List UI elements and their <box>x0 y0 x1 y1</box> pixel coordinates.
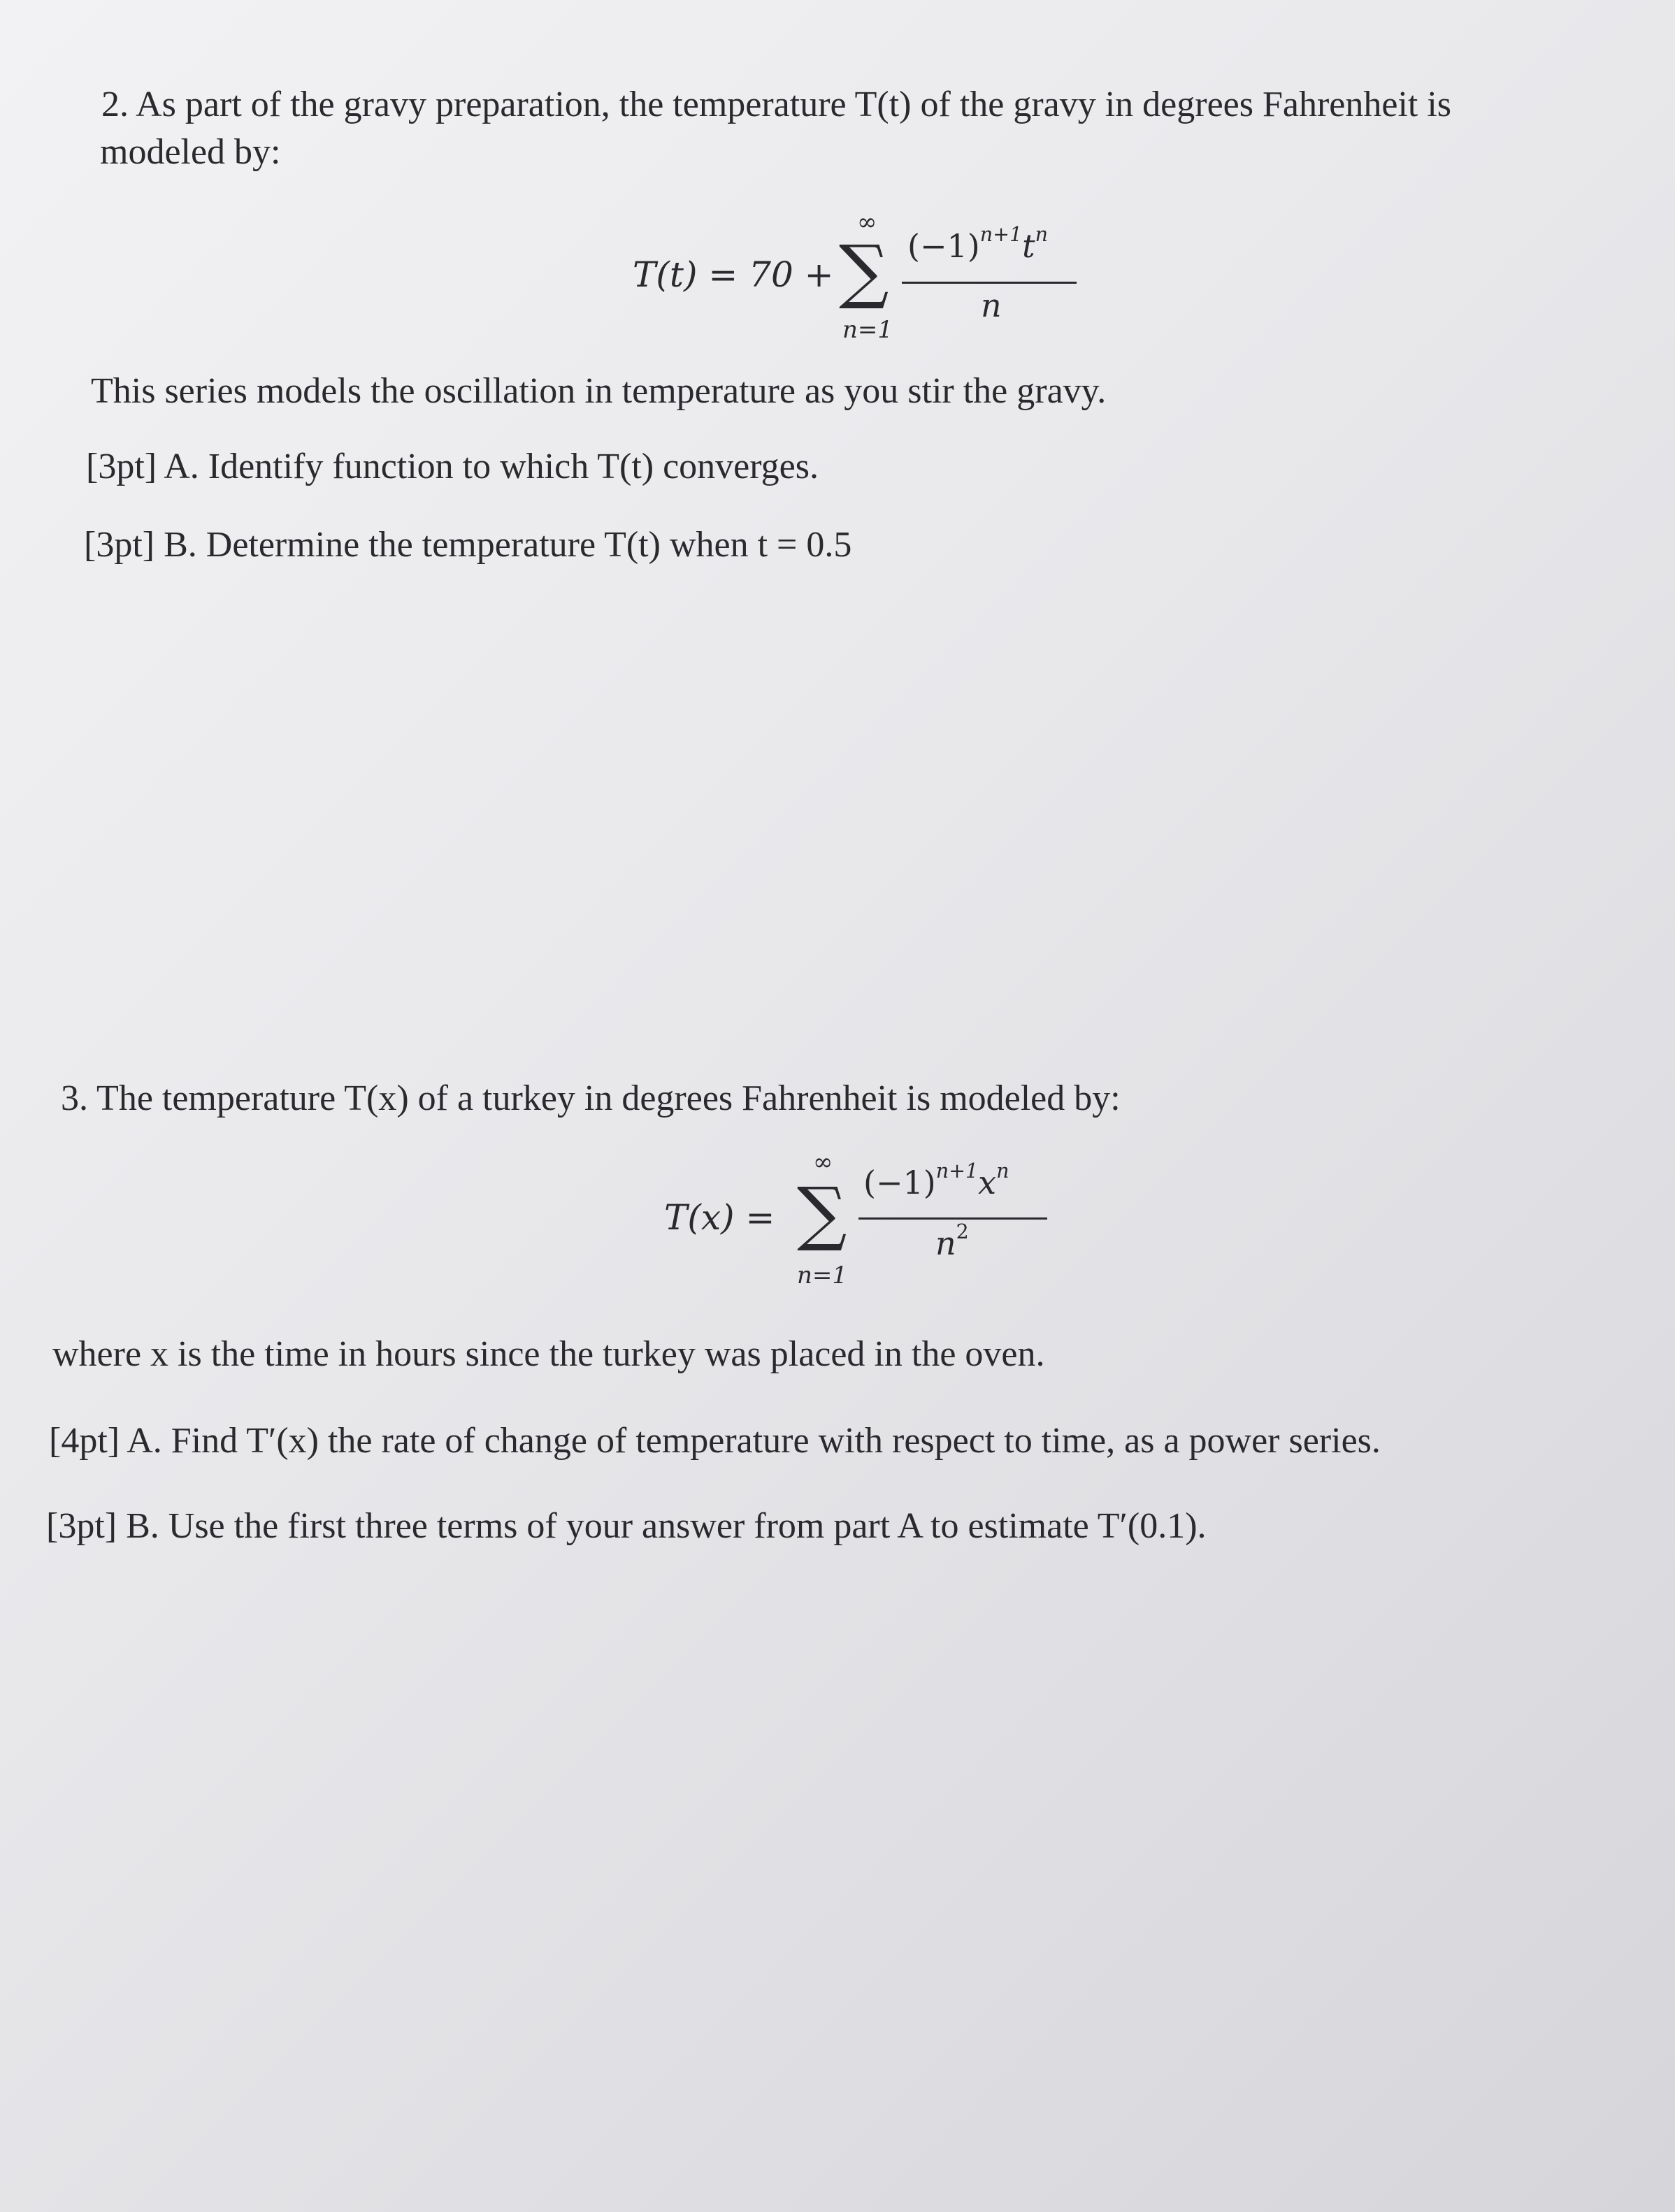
fraction-numerator <box>863 1159 1009 1201</box>
numerator-variable: x <box>978 1164 997 1201</box>
sum-upper-limit: ∞ <box>813 1148 833 1176</box>
problem-3-intro: 3. The temperature T(x) of a turkey in degrees Fahrenheit is modeled by: <box>61 1078 1121 1118</box>
sum-lower-limit: n=1 <box>797 1262 848 1289</box>
problem-2-part-a: [3pt] A. Identify function to which T(t) converges. <box>86 447 819 486</box>
numerator-exponent: n+1 <box>935 1159 979 1183</box>
fraction-bar <box>858 1217 1047 1220</box>
numerator-base: (−1) <box>863 1164 936 1201</box>
summation-sign: ∑ <box>797 1172 847 1254</box>
problem-2-note: This series models the oscillation in temperature as you stir the gravy. <box>91 371 1107 411</box>
numerator-variable-exponent: n <box>996 1159 1009 1183</box>
summation-sign: ∑ <box>839 230 889 312</box>
fraction-bar <box>902 282 1077 284</box>
numerator-variable-exponent: n <box>1035 223 1048 247</box>
numerator-exponent: n+1 <box>979 223 1023 247</box>
problem-2-part-b: [3pt] B. Determine the temperature T(t) when t = 0.5 <box>84 525 852 565</box>
numerator-base: (−1) <box>907 227 980 265</box>
problem-2-intro-line-1: 2. As part of the gravy preparation, the temperature T(t) of the gravy in degrees Fahrenheit is <box>101 85 1452 124</box>
problem-3-note: where x is the time in hours since the turkey was placed in the oven. <box>52 1334 1045 1374</box>
problem-2-intro-line-2: modeled by: <box>100 132 281 172</box>
denominator-exponent: 2 <box>956 1220 969 1244</box>
problem-3-part-a: [4pt] A. Find T′(x) the rate of change of temperature with respect to time, as a power series. <box>49 1421 1381 1461</box>
numerator-variable: t <box>1022 227 1035 265</box>
fraction-denominator <box>935 1220 969 1262</box>
sum-upper-limit: ∞ <box>857 208 877 236</box>
fraction-denominator: n <box>981 287 1002 324</box>
denominator-variable: n <box>935 1224 956 1262</box>
equation-lhs: T(t) = 70 + <box>633 254 834 295</box>
equation-lhs: T(x) = <box>664 1197 775 1238</box>
problem-3-part-b: [3pt] B. Use the first three terms of your answer from part A to estimate T′(0.1). <box>46 1506 1207 1546</box>
fraction-numerator <box>907 223 1048 265</box>
sum-lower-limit: n=1 <box>842 316 893 344</box>
